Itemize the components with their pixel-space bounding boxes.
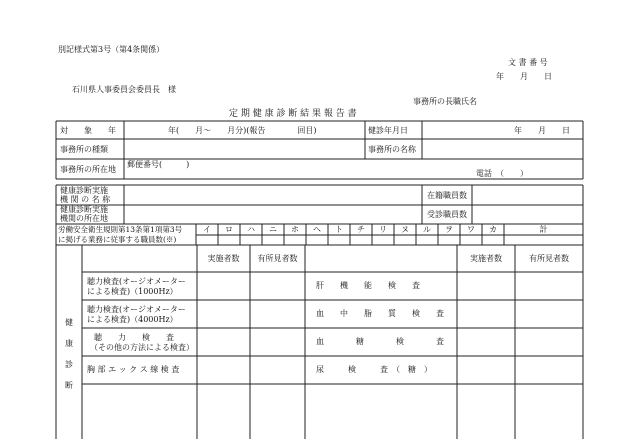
document-title: 定 期 健 康 診 断 結 果 報 告 書 bbox=[229, 109, 357, 119]
kana-col-chi: チ bbox=[357, 225, 365, 234]
col-findings-right: 有所見者数 bbox=[529, 254, 569, 263]
kana-col-ni: ニ bbox=[269, 225, 277, 234]
office-type-label: 事務所の種類 bbox=[60, 145, 108, 154]
sender-title: 事務所の長職氏名 bbox=[413, 97, 477, 106]
section-char-4: 断 bbox=[65, 381, 73, 390]
form-reference: 別記様式第3号（第4条関係） bbox=[58, 45, 165, 54]
urine-sugar-label: 尿 検 査 （ 糖 ） bbox=[316, 365, 432, 374]
section-char-3: 診 bbox=[65, 360, 73, 369]
total-label: 計 bbox=[539, 225, 548, 234]
kana-col-i: イ bbox=[203, 225, 211, 234]
blood-lipid-label: 血 中 脂 質 検 査 bbox=[316, 309, 444, 318]
postal-code-label: 郵便番号( ) bbox=[127, 160, 190, 169]
kana-col-ho: ホ bbox=[291, 225, 299, 234]
kana-col-he: ヘ bbox=[313, 225, 321, 234]
col-performed-right: 実施者数 bbox=[470, 254, 502, 263]
blood-sugar-label: 血 糖 検 査 bbox=[316, 337, 444, 346]
report-date-label: 年 月 日 bbox=[496, 72, 552, 81]
section-char-2: 康 bbox=[65, 339, 73, 348]
org-name-label-line1: 健康診断実施 bbox=[60, 186, 108, 195]
org-address-label-line1: 健康診断実施 bbox=[60, 205, 108, 214]
office-address-label: 事務所の所在地 bbox=[60, 165, 116, 174]
phone-label: 電話 （ ） bbox=[476, 169, 528, 178]
hearing-other-line2: （その他の方法による検査） bbox=[90, 343, 194, 352]
kana-col-ha: ハ bbox=[247, 225, 255, 234]
employees-label: 在籍職員数 bbox=[427, 191, 467, 200]
org-address-label-line2: 機関の所在地 bbox=[60, 214, 108, 223]
office-name-label: 事務所の名称 bbox=[368, 145, 416, 154]
examinees-label: 受診職員数 bbox=[427, 210, 467, 219]
article13-label-line1: 労働安全衛生規則第13条第1項第3号 bbox=[58, 225, 183, 234]
hearing-4000-line2: による検査)（4000Hz） bbox=[87, 315, 178, 324]
exam-date-label: 健診年月日 bbox=[368, 126, 408, 135]
kana-col-ro: ロ bbox=[225, 225, 233, 234]
target-year-value: 年( 月〜 月分)(報告 回目) bbox=[168, 126, 317, 135]
kana-col-wa: ワ bbox=[467, 225, 475, 234]
kana-col-ru: ル bbox=[423, 225, 431, 234]
exam-date-value: 年 月 日 bbox=[514, 126, 570, 135]
hearing-1000-line1: 聴力検査(オージオメーター bbox=[87, 277, 186, 286]
target-year-label: 対 象 年 bbox=[60, 126, 116, 135]
org-name-label-line2: 機 関 の 名 称 bbox=[60, 195, 111, 204]
chest-xray-label: 胸 部 エ ッ ク ス 線 検 査 bbox=[87, 365, 180, 374]
hearing-other-line1: 聴 力 検 査 bbox=[94, 333, 174, 342]
addressee: 石川県人事委員会委員長 様 bbox=[72, 85, 176, 94]
hearing-4000-line1: 聴力検査(オージオメーター bbox=[87, 305, 186, 314]
liver-function-label: 肝 機 能 検 査 bbox=[316, 281, 420, 290]
kana-col-ri: リ bbox=[379, 225, 387, 234]
kana-col-nu: ヌ bbox=[401, 225, 409, 234]
kana-col-wo: ヲ bbox=[445, 225, 453, 234]
kana-col-to: ト bbox=[335, 225, 343, 234]
col-performed-left: 実施者数 bbox=[207, 254, 240, 263]
article13-label-line2: に掲げる業務に従事する職員数(※) bbox=[58, 235, 177, 244]
section-char-1: 健 bbox=[65, 318, 73, 327]
kana-col-ka: カ bbox=[489, 225, 497, 234]
document-number-label: 文 書 番 号 bbox=[508, 58, 548, 67]
col-findings-left: 有所見者数 bbox=[257, 254, 298, 263]
hearing-1000-line2: による検査)（1000Hz） bbox=[87, 287, 178, 296]
